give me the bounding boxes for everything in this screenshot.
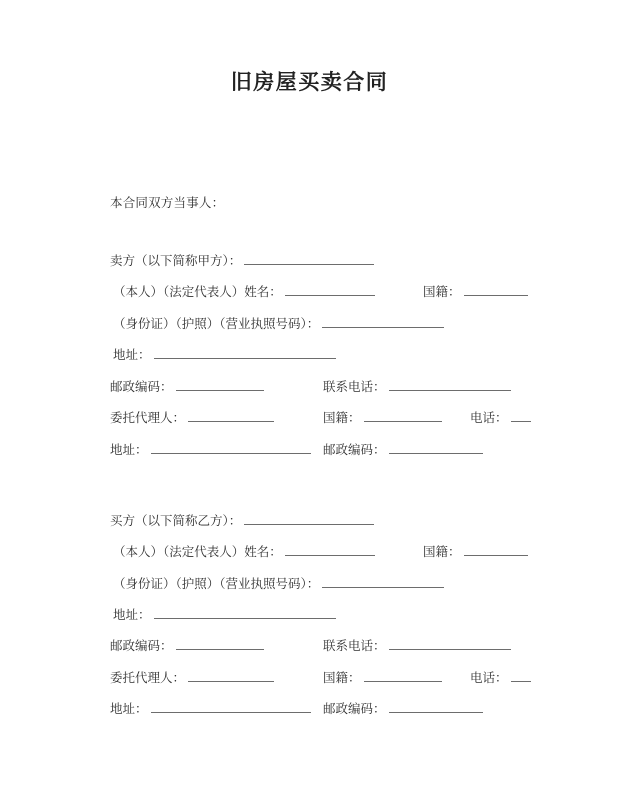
- seller-heading-label: 卖方（以下简称甲方）：: [110, 253, 242, 268]
- seller-postal-row: [110, 377, 266, 395]
- buyer-agent-nationality-row: [323, 668, 444, 686]
- buyer-id-label: （身份证）（护照）（营业执照号码）：: [113, 576, 320, 591]
- buyer-nationality-row: [423, 542, 530, 560]
- seller-nationality-blank[interactable]: [464, 282, 528, 296]
- buyer-name-row: [113, 542, 377, 560]
- seller-postal-label: 邮政编码：: [110, 379, 173, 394]
- buyer-agent-nationality-label: 国籍：: [323, 670, 361, 685]
- seller-nationality-row: [423, 282, 530, 300]
- buyer-id-blank[interactable]: [322, 574, 444, 588]
- seller-heading-blank[interactable]: [244, 251, 374, 265]
- seller-id-row: [113, 314, 446, 332]
- seller-agent-address-row: [110, 440, 313, 458]
- seller-agent-row: [110, 408, 276, 426]
- buyer-postal-label: 邮政编码：: [110, 638, 173, 653]
- seller-agent-postal-row: [323, 440, 485, 458]
- buyer-address-row: [113, 605, 338, 623]
- buyer-heading-blank[interactable]: [244, 511, 374, 525]
- buyer-postal-row: [110, 636, 266, 654]
- buyer-id-row: [113, 574, 446, 592]
- seller-contact-phone-label: 联系电话：: [323, 379, 386, 394]
- seller-agent-postal-blank[interactable]: [389, 440, 483, 454]
- buyer-heading-label: 买方（以下简称乙方）：: [110, 513, 242, 528]
- seller-heading-row: [110, 251, 376, 269]
- buyer-agent-postal-label: 邮政编码：: [323, 701, 386, 716]
- buyer-nationality-label: 国籍：: [423, 544, 461, 559]
- seller-id-blank[interactable]: [322, 314, 444, 328]
- buyer-agent-postal-row: [323, 699, 485, 717]
- buyer-name-label: （本人）（法定代表人）姓名：: [113, 544, 282, 559]
- page-title: 旧房屋买卖合同: [230, 70, 389, 94]
- seller-address-row: [113, 345, 338, 363]
- buyer-agent-address-blank[interactable]: [151, 699, 311, 713]
- buyer-agent-nationality-blank[interactable]: [364, 668, 442, 682]
- seller-id-label: （身份证）（护照）（营业执照号码）：: [113, 316, 320, 331]
- seller-name-row: [113, 282, 377, 300]
- seller-agent-phone-label: 电话：: [470, 410, 508, 425]
- buyer-nationality-blank[interactable]: [464, 542, 528, 556]
- buyer-agent-row: [110, 668, 276, 686]
- buyer-agent-postal-blank[interactable]: [389, 699, 483, 713]
- seller-agent-nationality-label: 国籍：: [323, 410, 361, 425]
- seller-agent-label: 委托代理人：: [110, 410, 186, 425]
- seller-address-label: 地址：: [113, 347, 151, 362]
- buyer-agent-label: 委托代理人：: [110, 670, 186, 685]
- seller-agent-blank[interactable]: [188, 408, 274, 422]
- buyer-agent-address-label: 地址：: [110, 701, 148, 716]
- buyer-agent-phone-row: [470, 668, 533, 686]
- seller-contact-phone-row: [323, 377, 513, 395]
- seller-agent-phone-row: [470, 408, 533, 426]
- buyer-contact-phone-row: [323, 636, 513, 654]
- seller-nationality-label: 国籍：: [423, 284, 461, 299]
- buyer-heading-row: [110, 511, 376, 529]
- seller-contact-phone-blank[interactable]: [389, 377, 511, 391]
- buyer-agent-phone-blank[interactable]: [511, 668, 531, 682]
- buyer-contact-phone-label: 联系电话：: [323, 638, 386, 653]
- seller-address-blank[interactable]: [154, 345, 336, 359]
- buyer-address-blank[interactable]: [154, 605, 336, 619]
- buyer-agent-blank[interactable]: [188, 668, 274, 682]
- buyer-agent-phone-label: 电话：: [470, 670, 508, 685]
- buyer-agent-address-row: [110, 699, 313, 717]
- seller-agent-nationality-blank[interactable]: [364, 408, 442, 422]
- seller-postal-blank[interactable]: [176, 377, 264, 391]
- buyer-postal-blank[interactable]: [176, 636, 264, 650]
- buyer-name-blank[interactable]: [285, 542, 375, 556]
- seller-agent-address-blank[interactable]: [151, 440, 311, 454]
- buyer-contact-phone-blank[interactable]: [389, 636, 511, 650]
- contract-intro-line: 本合同双方当事人：: [110, 195, 225, 210]
- seller-agent-nationality-row: [323, 408, 444, 426]
- seller-name-blank[interactable]: [285, 282, 375, 296]
- seller-name-label: （本人）（法定代表人）姓名：: [113, 284, 282, 299]
- seller-agent-address-label: 地址：: [110, 442, 148, 457]
- seller-agent-postal-label: 邮政编码：: [323, 442, 386, 457]
- seller-agent-phone-blank[interactable]: [511, 408, 531, 422]
- buyer-address-label: 地址：: [113, 607, 151, 622]
